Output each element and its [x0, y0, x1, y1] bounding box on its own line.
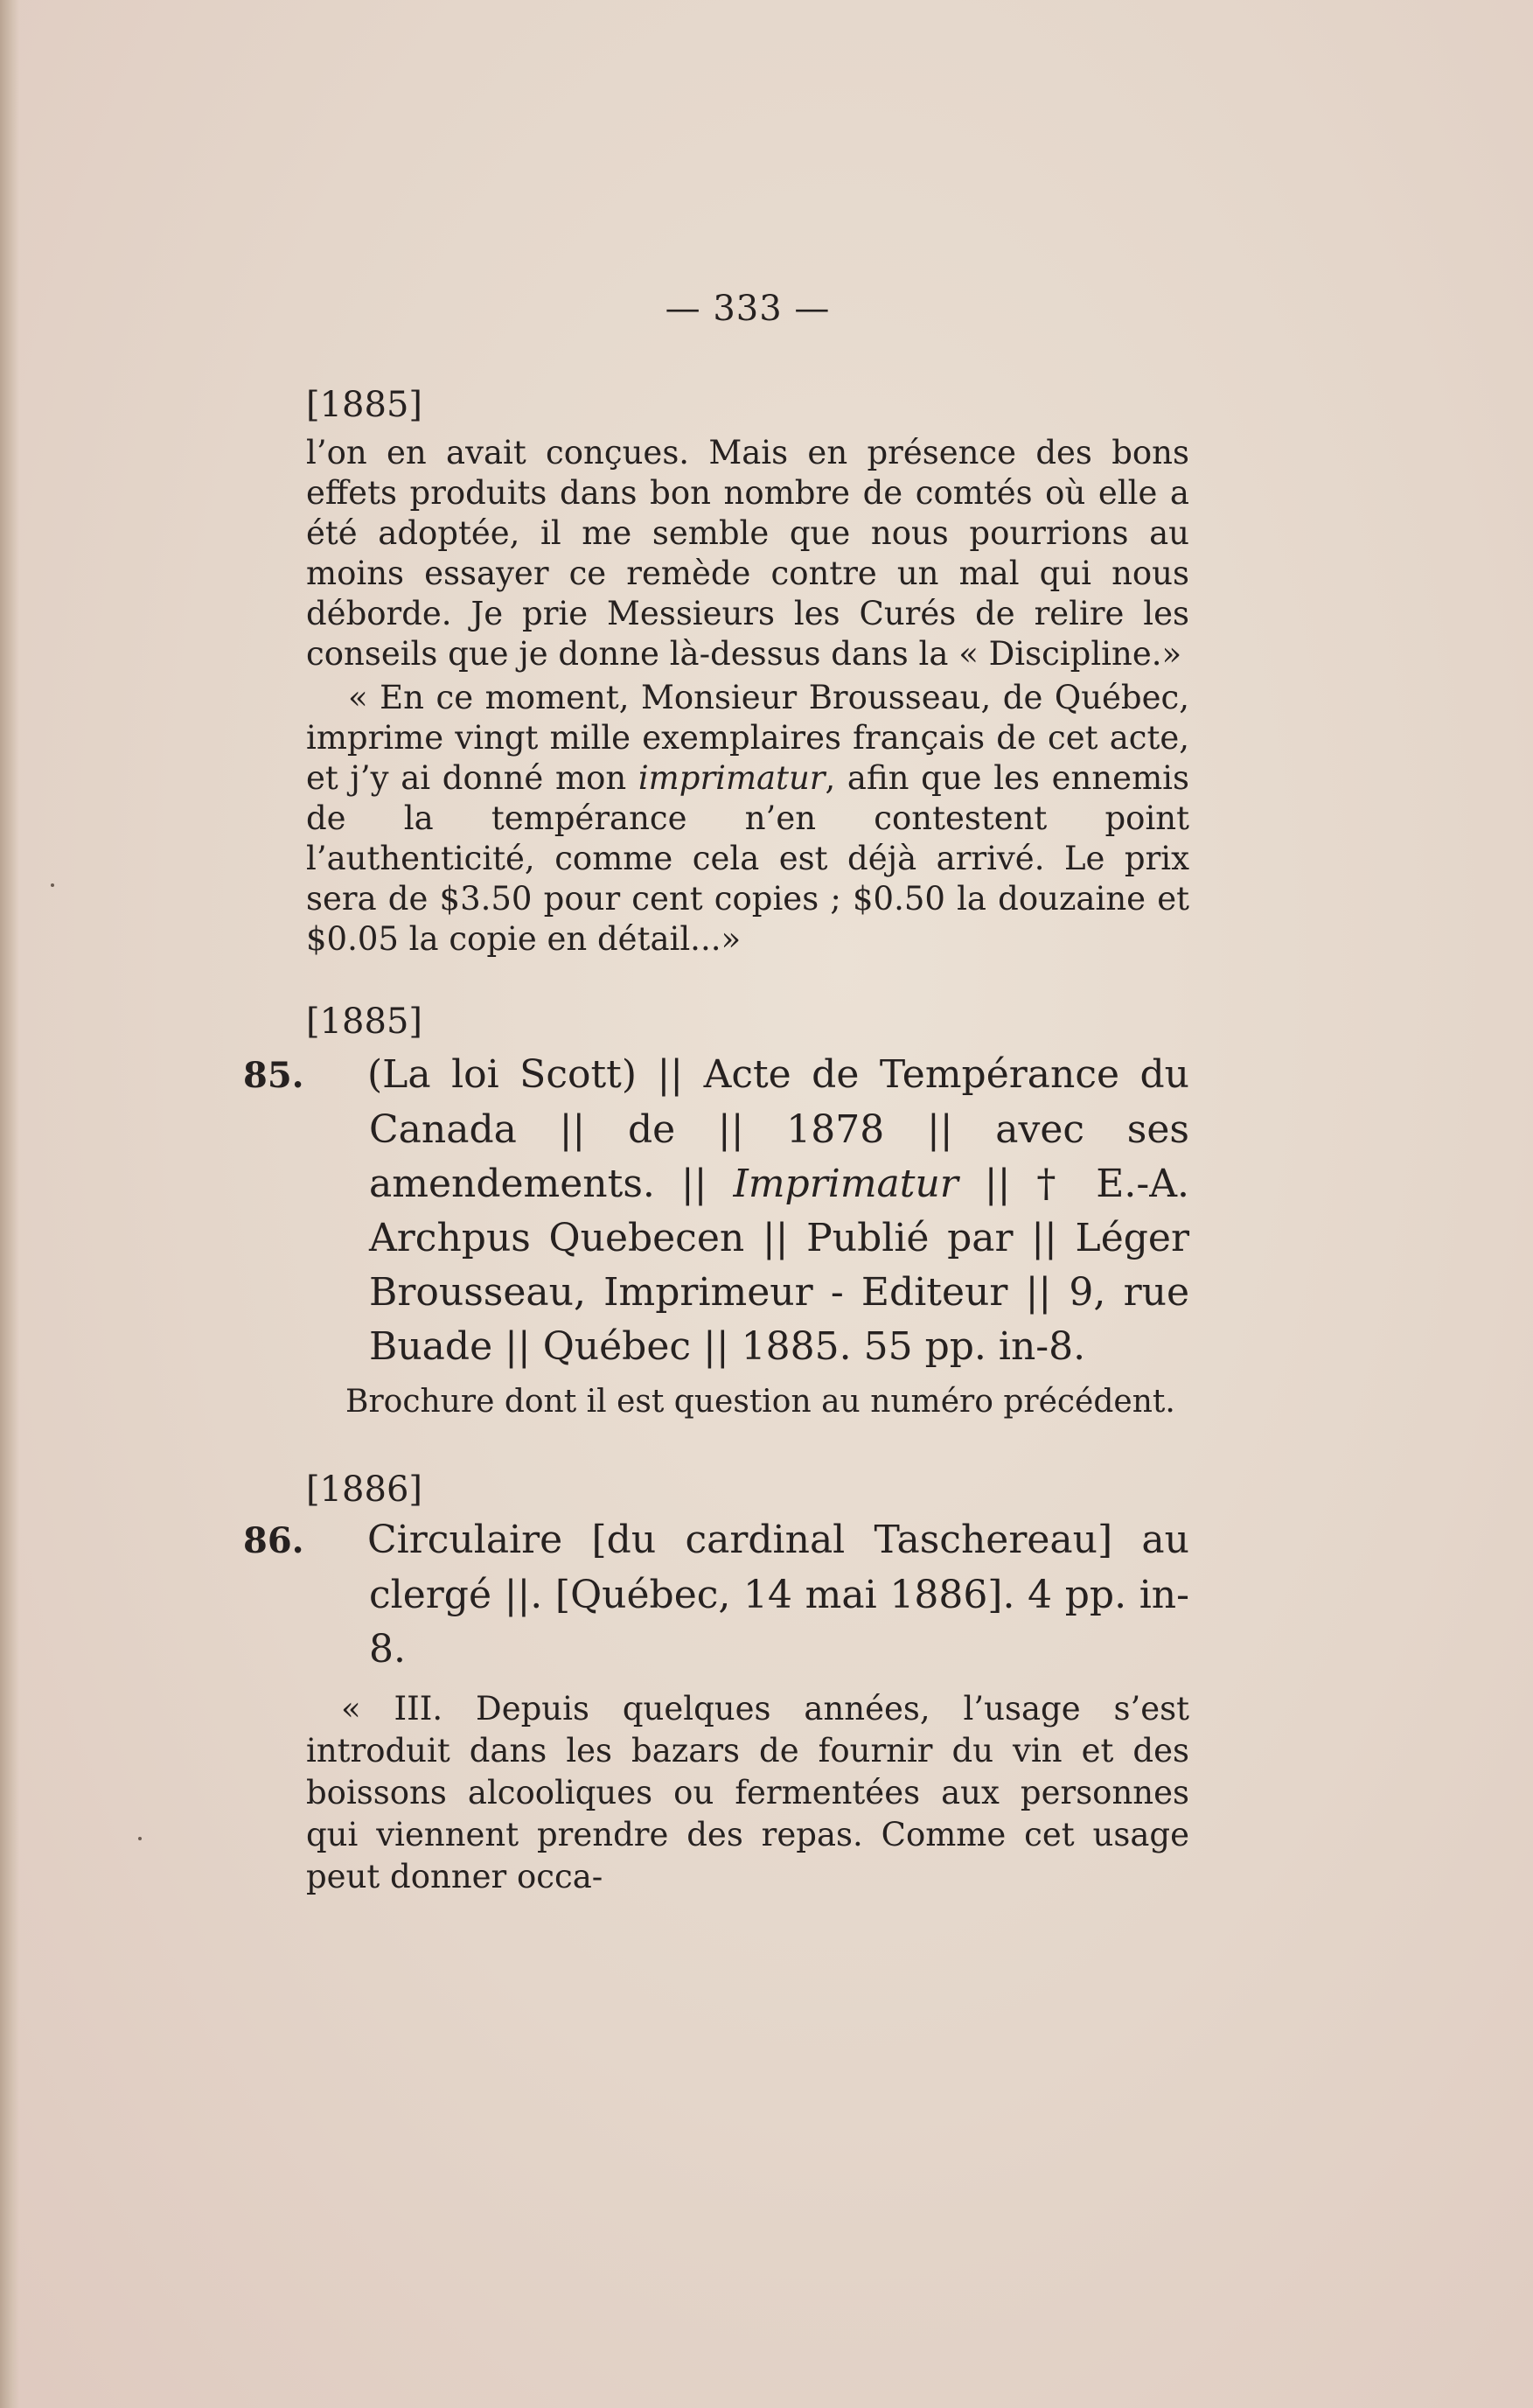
- paper-speck: [51, 883, 54, 887]
- entry-number: 86.: [243, 1520, 304, 1561]
- paragraph: l’on en avait conçues. Mais en présence des bons effets produits dans bon nombre de comtés où elle a été adoptée, il me semble que nous pourrions au moins essayer ce remède contre un mal qui nous déborde. Je prie Messieurs les Curés de relire les conseils que je donne là-dessus dans la « Discipline.»: [306, 434, 1189, 673]
- entry-text: (La loi Scott) || Acte de Tempérance du Canada || de || 1878 || avec ses amendements. ||: [367, 1052, 1189, 1206]
- entry-year: [1885]: [306, 1002, 423, 1042]
- paragraph: [306, 678, 1189, 960]
- entry-italic-text: Imprimatur: [733, 1162, 958, 1206]
- bibliography-entry-86: [243, 1513, 1189, 1677]
- paragraph-text: « En ce moment, Monsieur Brousseau, de Québec, imprime vingt mille exemplaires français de cet acte, et j’y ai donné mon: [306, 679, 1189, 797]
- paragraph-text: , afin que les ennemis de la tempérance n’en contestent point l’authenticité, comme cela est déjà arrivé. Le prix sera de $3.50 pour cent copies ; $0.50 la douzaine et $0.05 la copie en détail...»: [306, 759, 1189, 958]
- paper-speck: [138, 1837, 142, 1840]
- paragraph-italic-text: imprimatur: [638, 759, 826, 797]
- entry-year: [1886]: [306, 1469, 423, 1510]
- entry-number: 85.: [243, 1055, 304, 1096]
- bibliography-entry-85: [243, 1048, 1190, 1374]
- page-number: — 333 —: [665, 289, 831, 329]
- entry-text: || † E.-A. Archpus Quebecen || Publié par || Léger Brousseau, Imprimeur - Editeur || 9, rue Buade || Québec || 1885. 55 pp. in-8.: [369, 1162, 1190, 1369]
- entry-text: Circulaire [du cardinal Taschereau] au clergé ||. [Québec, 14 mai 1886]. 4 pp. in-8.: [367, 1518, 1189, 1672]
- entry-note: Brochure dont il est question au numéro précédent.: [345, 1384, 1175, 1420]
- page-gutter-shadow: [0, 0, 19, 2408]
- section-year: [1885]: [306, 385, 423, 425]
- quoted-paragraph: « III. Depuis quelques années, l’usage s’est introduit dans les bazars de fournir du vin et des boissons alcooliques ou fermentées aux personnes qui viennent prendre des repas. Comme cet usage peut donner occa-: [306, 1690, 1189, 1895]
